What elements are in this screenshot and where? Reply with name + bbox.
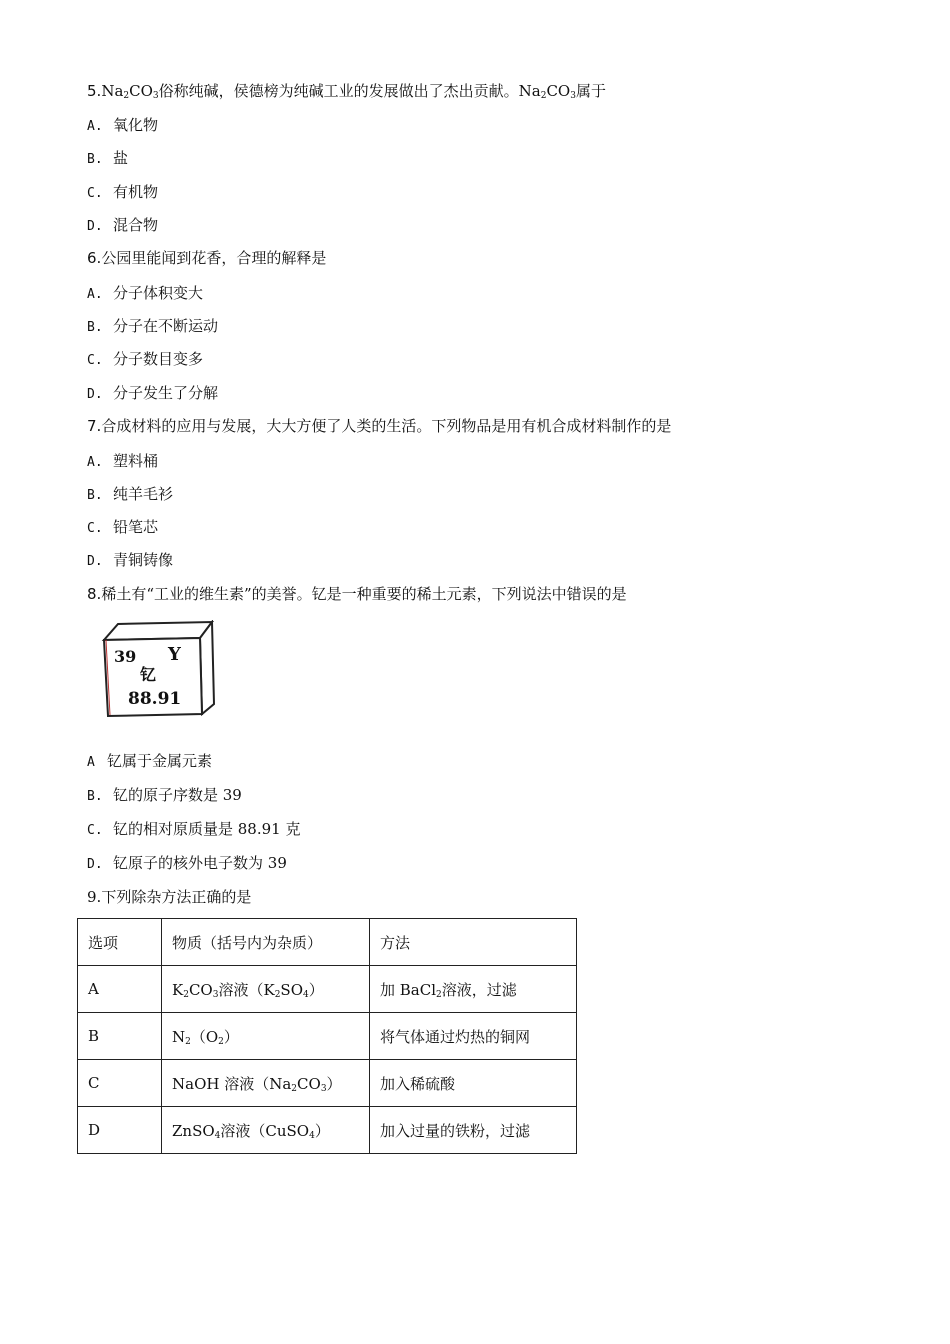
q6-stem-text: 公园里能闻到花香，合理的解释是 xyxy=(101,249,327,267)
element-card-yttrium xyxy=(100,620,216,720)
table-header-row xyxy=(78,919,577,966)
q7-stem-text: 合成材料的应用与发展，大大方便了人类的生活。下列物品是用有机合成材料制作的是 xyxy=(101,417,672,435)
table-cell-substance xyxy=(162,1060,370,1107)
formula-part: ） xyxy=(326,1074,342,1093)
q7-stem xyxy=(87,416,671,436)
option-letter: B. xyxy=(87,320,103,335)
subscript: 2 xyxy=(291,1083,298,1094)
method-part: 加 BaCl xyxy=(380,980,437,999)
q7-option-c xyxy=(87,517,158,539)
q8-option-a xyxy=(87,751,212,773)
q6-option-b xyxy=(87,316,218,338)
q8-option-b xyxy=(87,785,242,807)
option-letter: B. xyxy=(87,789,103,804)
table-cell-option: B xyxy=(78,1013,162,1060)
option-text: 钇的相对原质量是 88.91 克 xyxy=(113,820,301,838)
q9-stem xyxy=(87,887,251,907)
formula-part: SO xyxy=(280,980,303,999)
table-cell-method: 加入稀硫酸 xyxy=(370,1060,577,1107)
q5-number: 5. xyxy=(87,82,102,100)
option-text: 钇的原子序数是 39 xyxy=(113,786,242,804)
formula-part: ） xyxy=(308,980,324,999)
subscript: 2 xyxy=(185,1036,191,1047)
q8-option-c xyxy=(87,819,300,841)
table-cell-option: A xyxy=(78,966,162,1013)
option-letter: D. xyxy=(87,857,103,872)
subscript: 2 xyxy=(274,989,281,1000)
formula-part: K xyxy=(172,980,184,999)
option-letter: C. xyxy=(87,186,103,201)
q6-option-d xyxy=(87,383,218,405)
element-symbol: Y xyxy=(168,644,181,665)
q8-stem-text: 稀土有“工业的维生素”的美誉。钇是一种重要的稀土元素，下列说法中错误的是 xyxy=(101,585,627,603)
q9-table xyxy=(77,918,577,1154)
option-letter: C. xyxy=(87,353,103,368)
q7-number: 7. xyxy=(87,417,102,435)
formula-part: （O xyxy=(190,1027,219,1046)
element-cube-figure xyxy=(100,620,216,720)
q5-stem-text: 属于 xyxy=(575,82,606,100)
table-row xyxy=(78,1060,577,1107)
q6-option-a xyxy=(87,283,203,305)
option-letter: A xyxy=(87,755,95,770)
q5-option-c xyxy=(87,182,158,204)
q5-subscript: 3 xyxy=(570,91,576,101)
table-row xyxy=(78,1013,577,1060)
subscript: 2 xyxy=(183,989,189,1000)
q7-option-d xyxy=(87,550,173,572)
element-name: 钇 xyxy=(140,665,157,684)
option-text: 分子体积变大 xyxy=(113,284,204,302)
q9-stem-text: 下列除杂方法正确的是 xyxy=(101,888,252,906)
option-letter: C. xyxy=(87,823,103,838)
table-cell-option: D xyxy=(78,1107,162,1154)
q5-option-b xyxy=(87,148,128,170)
option-text: 氧化物 xyxy=(113,116,159,134)
table-cell-method: 加入过量的铁粉，过滤 xyxy=(370,1107,577,1154)
subscript: 2 xyxy=(218,1036,224,1047)
table-header-cell: 方法 xyxy=(370,919,577,966)
option-text: 钇原子的核外电子数为 39 xyxy=(113,854,287,872)
formula-part: ZnSO xyxy=(172,1121,215,1140)
element-mass: 88.91 xyxy=(128,689,182,709)
formula-part: CO xyxy=(188,980,213,999)
subscript: 4 xyxy=(303,989,309,1000)
option-letter: A. xyxy=(87,287,103,302)
option-letter: D. xyxy=(87,387,103,402)
q5-subscript: 2 xyxy=(540,91,547,101)
table-cell-option: C xyxy=(78,1060,162,1107)
q6-option-c xyxy=(87,349,203,371)
subscript: 3 xyxy=(212,989,219,1000)
q5-formula-part: CO xyxy=(129,82,153,100)
table-header-cell: 选项 xyxy=(78,919,162,966)
formula-part: ） xyxy=(223,1027,239,1046)
q9-number: 9. xyxy=(87,888,102,906)
q5-subscript: 3 xyxy=(152,91,159,101)
q6-stem xyxy=(87,248,326,268)
q8-number: 8. xyxy=(87,585,102,603)
option-text: 分子发生了分解 xyxy=(113,384,219,402)
option-text: 分子在不断运动 xyxy=(113,317,219,335)
subscript: 4 xyxy=(214,1130,221,1141)
option-letter: B. xyxy=(87,152,103,167)
q7-option-a xyxy=(87,451,158,473)
option-letter: B. xyxy=(87,488,103,503)
table-cell-method: 将气体通过灼热的铜网 xyxy=(370,1013,577,1060)
option-text: 纯羊毛衫 xyxy=(113,485,174,503)
option-letter: D. xyxy=(87,554,103,569)
option-letter: A. xyxy=(87,455,103,470)
element-number: 39 xyxy=(114,647,137,666)
q8-stem xyxy=(87,584,627,604)
formula-part: ） xyxy=(314,1121,330,1140)
subscript: 2 xyxy=(436,989,442,1000)
q7-option-b xyxy=(87,484,173,506)
table-header-cell: 物质（括号内为杂质） xyxy=(162,919,370,966)
option-text: 钇属于金属元素 xyxy=(107,752,213,770)
formula-part: CO xyxy=(297,1074,321,1093)
formula-part: N xyxy=(172,1027,186,1046)
option-text: 铅笔芯 xyxy=(113,518,159,536)
q5-formula-part: CO xyxy=(546,82,571,100)
table-cell-substance xyxy=(162,966,370,1013)
table-cell-substance xyxy=(162,1107,370,1154)
option-letter: C. xyxy=(87,521,103,536)
subscript: 3 xyxy=(320,1083,327,1094)
option-letter: A. xyxy=(87,119,103,134)
table-row xyxy=(78,1107,577,1154)
table-cell-method xyxy=(370,966,577,1013)
formula-part: 溶液（CuSO xyxy=(220,1121,310,1140)
q5-option-d xyxy=(87,215,158,237)
formula-part: 溶液（K xyxy=(218,980,275,999)
formula-part: NaOH 溶液（Na xyxy=(172,1074,292,1093)
table-row xyxy=(78,966,577,1013)
q5-option-a xyxy=(87,115,158,137)
q5-stem-text: 俗称纯碱，侯德榜为纯碱工业的发展做出了杰出贡献。Na xyxy=(158,82,541,100)
option-text: 混合物 xyxy=(113,216,159,234)
q8-option-d xyxy=(87,853,287,875)
q5-formula-part: Na xyxy=(101,82,124,100)
subscript: 4 xyxy=(309,1130,315,1141)
q5-stem xyxy=(87,81,606,101)
method-part: 溶液，过滤 xyxy=(441,980,517,999)
option-text: 青铜铸像 xyxy=(113,551,174,569)
option-text: 分子数目变多 xyxy=(113,350,204,368)
option-text: 有机物 xyxy=(113,183,159,201)
option-text: 盐 xyxy=(113,149,129,167)
table-cell-substance xyxy=(162,1013,370,1060)
q6-number: 6. xyxy=(87,249,102,267)
option-text: 塑料桶 xyxy=(113,452,159,470)
option-letter: D. xyxy=(87,219,103,234)
q5-subscript: 2 xyxy=(123,91,130,101)
